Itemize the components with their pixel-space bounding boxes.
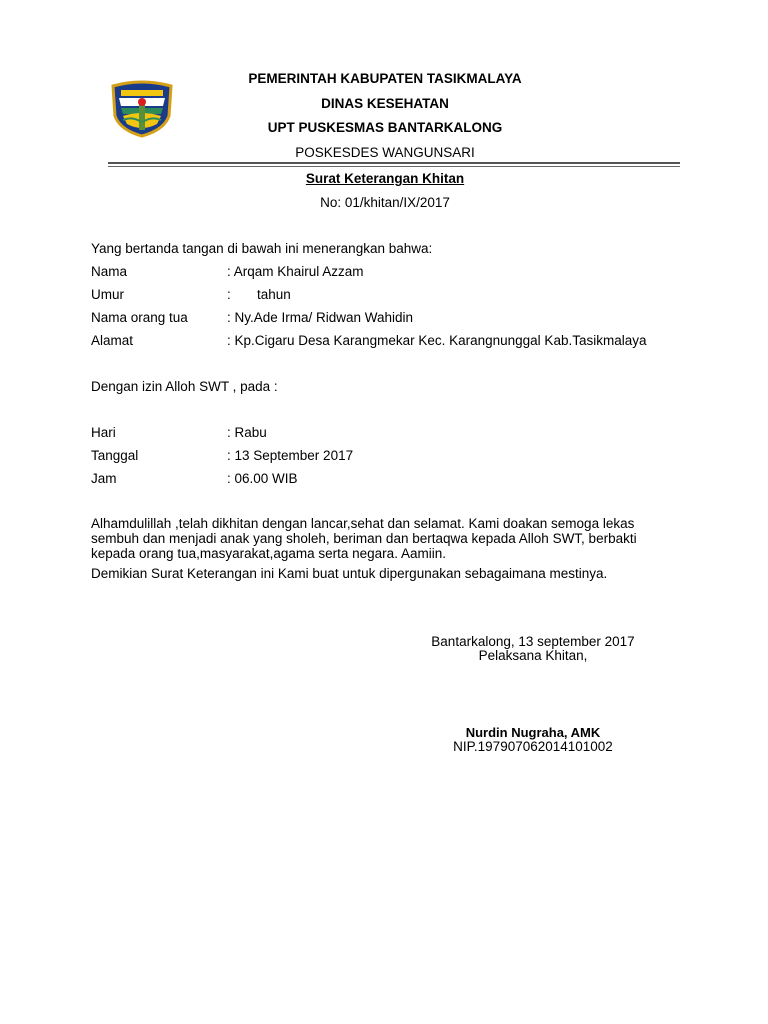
field-label-parents: Nama orang tua: [91, 310, 188, 325]
event-label-time: Jam: [91, 471, 117, 486]
header-village-post: POSKESDES WANGUNSARI: [295, 145, 475, 160]
regency-emblem-icon: [109, 80, 175, 138]
closing-text: Demikian Surat Keterangan ini Kami buat untuk dipergunakan sebagaimana mestinya.: [91, 566, 608, 581]
signature-role: Pelaksana Khitan,: [478, 648, 588, 663]
document-title: Surat Keterangan Khitan: [305, 171, 465, 186]
signatory-nip: NIP.197907062014101002: [453, 739, 613, 754]
field-label-address: Alamat: [91, 333, 134, 348]
field-label-name: Nama: [91, 264, 128, 279]
header-divider-thin: [108, 166, 680, 167]
body-line: kepada orang tua,masyarakat,agama serta negara. Aamiin.: [91, 546, 446, 561]
header-divider: [108, 162, 680, 164]
body-line: Alhamdulillah ,telah dikhitan dengan lancar,sehat dan selamat. Kami doakan semoga lekas: [91, 516, 635, 531]
header-health-center: UPT PUSKESMAS BANTARKALONG: [267, 120, 503, 135]
field-value-age: : tahun: [227, 287, 291, 302]
document-number: No: 01/khitan/IX/2017: [320, 195, 450, 210]
field-value-address: : Kp.Cigaru Desa Karangmekar Kec. Karangnunggal Kab.Tasikmalaya: [227, 333, 647, 348]
header-government: PEMERINTAH KABUPATEN TASIKMALAYA: [248, 71, 522, 86]
body-line: sembuh dan menjadi anak yang sholeh, beriman dan bertaqwa kepada Alloh SWT, berbakti: [91, 531, 637, 546]
event-value-day: : Rabu: [227, 425, 267, 440]
event-label-day: Hari: [91, 425, 116, 440]
event-value-time: : 06.00 WIB: [227, 471, 298, 486]
field-value-name: : Arqam Khairul Azzam: [227, 264, 364, 279]
field-value-parents: : Ny.Ade Irma/ Ridwan Wahidin: [227, 310, 414, 325]
signatory-name: Nurdin Nugraha, AMK: [465, 725, 601, 740]
header-department: DINAS KESEHATAN: [321, 96, 449, 111]
field-label-age: Umur: [91, 287, 124, 302]
body-paragraph: [91, 516, 671, 561]
event-value-date: : 13 September 2017: [227, 448, 354, 463]
event-label-date: Tanggal: [91, 448, 139, 463]
event-intro-text: Dengan izin Alloh SWT , pada :: [91, 379, 278, 394]
intro-text: Yang bertanda tangan di bawah ini menerangkan bahwa:: [91, 241, 433, 256]
signature-place-date: Bantarkalong, 13 september 2017: [431, 634, 635, 649]
